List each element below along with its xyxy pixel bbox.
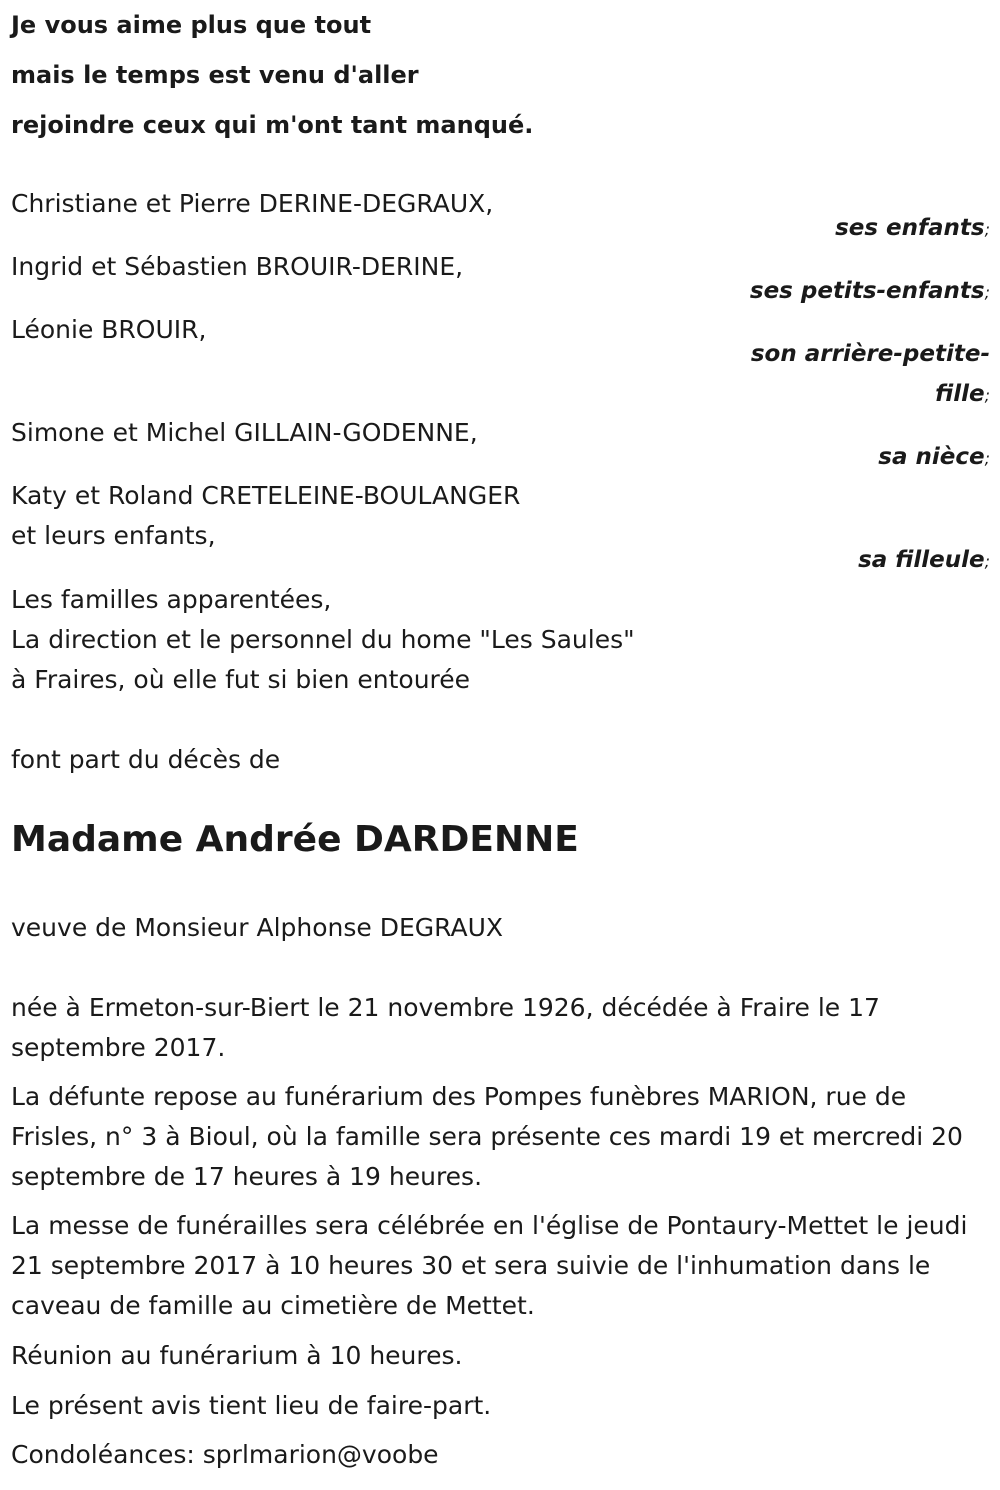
others-line-1: Les familles apparentées, [11,585,332,614]
verse-line-2: mais le temps est venu d'aller [11,61,419,89]
relation-grandchildren [750,271,990,313]
relation-separator: ; [984,552,990,571]
relation-label: ses petits-enfants [749,278,985,304]
relation-label: son arrière-petite- [750,341,990,367]
notice-paragraph: Le présent avis tient lieu de faire-part. [11,1391,492,1420]
relation-separator: ; [984,449,990,468]
others-line-2: La direction et le personnel du home "Les Saules" [11,625,635,654]
relation-label: ses enfants [835,215,985,241]
others-line-3: à Fraires, où elle fut si bien entourée [11,665,471,694]
verse-line-1: Je vous aime plus que tout [11,11,372,39]
relation-separator: ; [984,220,990,239]
family-name-5-continued: et leurs enfants, [11,521,216,550]
verse-line-3: rejoindre ceux qui m'ont tant manqué. [11,111,534,139]
relation-goddaughter [858,540,990,582]
family-name-4: Simone et Michel GILLAIN-GODENNE, [11,418,478,447]
birth-death-paragraph: née à Ermeton-sur-Biert le 21 novembre 1926, décédée à Fraire le 17 septembre 2017. [11,993,880,1062]
relation-children [835,208,990,250]
funeral-home-paragraph: La défunte repose au funérarium des Pompes funèbres MARION, rue de Frisles, n° 3 à Bioul, où la famille sera présente ces mardi 19 et mercredi 20 septembre de 17 heures à 19 heures. [11,1082,963,1191]
deceased-name: Madame Andrée DARDENNE [11,819,579,860]
condolences-paragraph: Condoléances: sprlmarion@voobe [11,1440,439,1469]
reunion-paragraph: Réunion au funérarium à 10 heures. [11,1341,463,1370]
relation-niece [878,437,990,479]
relation-separator: ; [984,386,990,405]
relation-label: sa nièce [878,444,985,470]
family-name-3: Léonie BROUIR, [11,315,207,344]
relation-label: fille [935,381,985,407]
family-name-2: Ingrid et Sébastien BROUIR-DERINE, [11,252,464,281]
relation-great-granddaughter-continued [935,374,990,416]
family-name-5: Katy et Roland CRETELEINE-BOULANGER [11,481,521,510]
mass-paragraph: La messe de funérailles sera célébrée en l'église de Pontaury-Mettet le jeudi 21 septembre 2017 à 10 heures 30 et sera suivie de l'inhumation dans le caveau de famille au cimetière de Mettet. [11,1211,968,1320]
family-name-1: Christiane et Pierre DERINE-DEGRAUX, [11,189,494,218]
relation-label: sa filleule [858,547,985,573]
relation-great-granddaughter [751,334,990,374]
widow-of: veuve de Monsieur Alphonse DEGRAUX [11,913,504,942]
relation-separator: ; [984,283,990,302]
announcement: font part du décès de [11,745,281,774]
